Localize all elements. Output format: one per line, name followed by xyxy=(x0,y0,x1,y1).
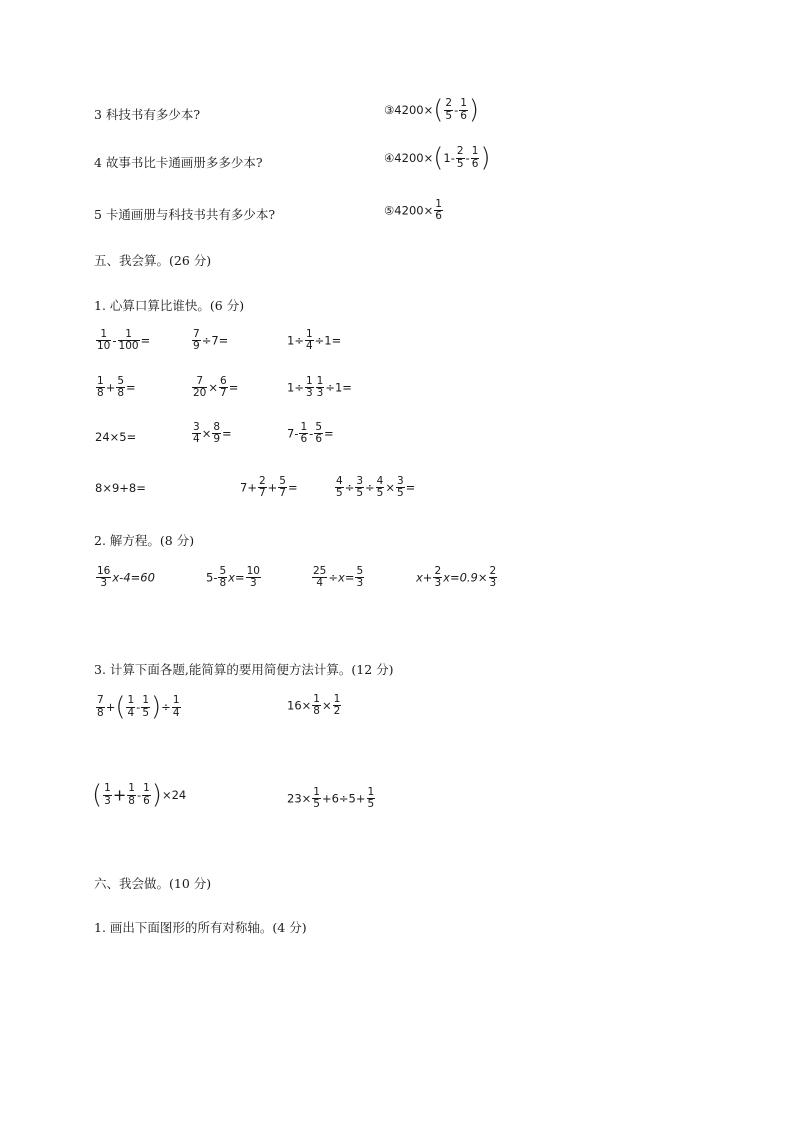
calc-2: 16× $\frac{1}{8}$ × $\frac{1}{2}$ xyxy=(287,693,341,718)
paren-left: ( xyxy=(433,95,444,125)
equation-3: $\frac{25}{4}$ ÷x= $\frac{5}{3}$ xyxy=(313,565,364,590)
calc-1: $\frac{7}{8}$ +( $\frac{1}{4}$ - $\frac{1}{5}$ )÷ $\frac{1}{4}$ xyxy=(97,692,180,722)
fraction: $\frac{2}{5}$ xyxy=(456,145,464,170)
mental-calc-3c: 7- $\frac{1}{6}$ - $\frac{5}{6}$ = xyxy=(287,421,334,446)
part-2-title: 2. 解方程。(8 分) xyxy=(94,533,195,548)
mental-calc-1c: 1÷ $\frac{1}{4}$ ÷1= xyxy=(287,328,342,353)
mental-calc-1a: $\frac{1}{10}$ - $\frac{1}{100}$ = xyxy=(97,328,151,353)
equation-2: 5- $\frac{5}{8}$ x= $\frac{10}{3}$ xyxy=(206,565,260,590)
expr-3-prefix: ③4200× xyxy=(384,103,434,117)
part-1-title: 1. 心算口算比谁快。(6 分) xyxy=(94,298,245,313)
fraction: $\frac{1}{6}$ xyxy=(460,97,467,122)
question-3: 3 科技书有多少本? xyxy=(94,107,201,122)
mental-calc-2a: $\frac{1}{8}$ + $\frac{5}{8}$ = xyxy=(97,375,136,400)
calc-4: 23× $\frac{1}{5}$ +6÷5+ $\frac{1}{5}$ xyxy=(287,786,375,811)
part-6-1-title: 1. 画出下面图形的所有对称轴。(4 分) xyxy=(94,920,307,935)
mental-calc-4c: $\frac{4}{5}$ ÷ $\frac{3}{5}$ ÷ $\frac{4}{5}$ × $\frac{3}{5}$ = xyxy=(336,475,416,500)
calc-3: ( $\frac{1}{3}$ + $\frac{1}{8}$ - $\frac{1}{6}$ )×24 xyxy=(92,780,187,810)
equation-4: x+ $\frac{2}{3}$ x=0.9× $\frac{2}{3}$ xyxy=(416,565,497,590)
expr-4: ④4200×(1- $\frac{2}{5}$ - $\frac{1}{6}$ ) xyxy=(384,143,491,173)
expr-3: ③4200×( $\frac{2}{5}$ - $\frac{1}{6}$ ) xyxy=(384,95,480,125)
equation-1: $\frac{16}{3}$ x-4=60 xyxy=(97,565,155,590)
mental-calc-4b: 7+ $\frac{2}{7}$ + $\frac{5}{7}$ = xyxy=(240,475,298,500)
expr-5: ⑤4200× $\frac{1}{6}$ xyxy=(384,198,442,223)
mental-calc-1b: $\frac{7}{9}$ ÷7= xyxy=(193,328,229,353)
mental-calc-3a: 24×5= xyxy=(95,430,137,444)
paren-right: ) xyxy=(468,95,480,125)
part-3-title: 3. 计算下面各题,能简算的要用简便方法计算。(12 分) xyxy=(94,662,394,677)
fraction: $\frac{1}{6}$ xyxy=(471,145,479,170)
fraction: $\frac{2}{5}$ xyxy=(445,97,453,122)
section-6-title: 六、我会做。(10 分) xyxy=(94,876,212,891)
mental-calc-2c: 1÷ $\frac{1}{3}$ $\frac{1}{3}$ ÷1= xyxy=(287,375,352,400)
question-4: 4 故事书比卡通画册多多少本? xyxy=(94,155,263,170)
mental-calc-3b: $\frac{3}{4}$ × $\frac{8}{9}$ = xyxy=(193,421,232,446)
fraction: $\frac{1}{6}$ xyxy=(435,198,442,223)
question-5: 5 卡通画册与科技书共有多少本? xyxy=(94,207,276,222)
mental-calc-2b: $\frac{7}{20}$ × $\frac{6}{7}$ = xyxy=(193,375,239,400)
mental-calc-4a: 8×9+8= xyxy=(95,481,146,495)
section-5-title: 五、我会算。(26 分) xyxy=(94,253,212,268)
